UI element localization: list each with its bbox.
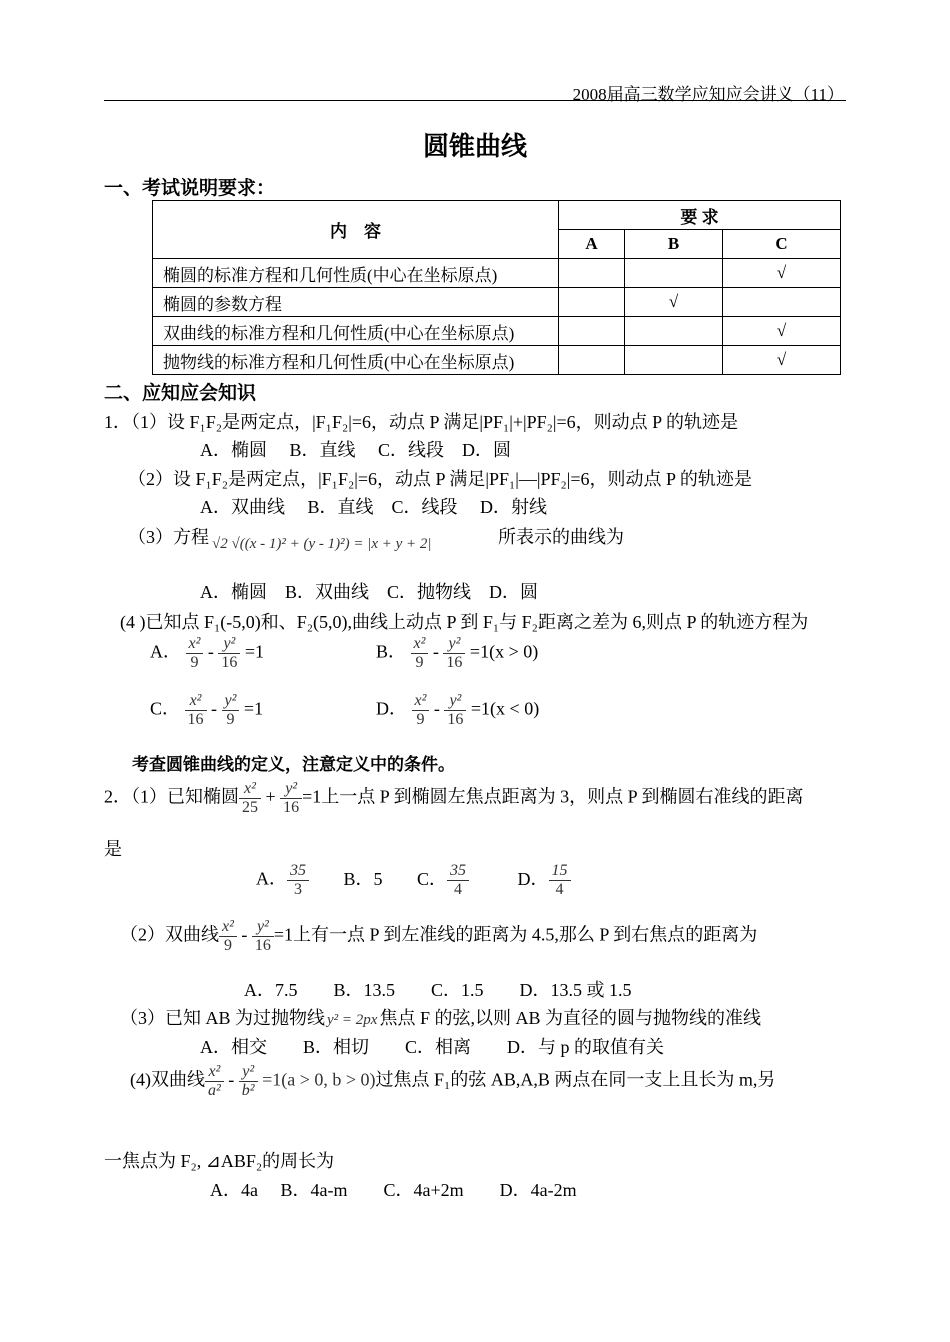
col-content-header: 内 容 bbox=[153, 201, 559, 259]
page-title: 圆锥曲线 bbox=[422, 132, 527, 162]
col-req-header: 要 求 bbox=[559, 201, 841, 230]
q2-3-stem: （3）已知 AB 为过抛物线 y² = 2px 焦点 F 的弦,以则 AB 为直径的圆与抛物线的准线 bbox=[120, 1008, 761, 1028]
option-label: D． bbox=[376, 698, 407, 719]
fraction: $\frac{\text{y²}}{16}$ bbox=[252, 918, 274, 955]
requirements-table bbox=[152, 200, 841, 375]
q2-1-cont: 是 bbox=[104, 839, 122, 859]
option-label: A． bbox=[150, 641, 181, 662]
cell-b bbox=[625, 346, 723, 375]
q1-4-option-d: D． $\frac{\text{x²}}{9}$ - $\frac{\text{y²}}{16}$ =1(x < 0) bbox=[376, 692, 540, 728]
equation-tail: =1(x < 0) bbox=[470, 698, 540, 719]
cell-a bbox=[559, 346, 625, 375]
fraction: $\frac{\text{x²}}{\text{a²}}$ bbox=[205, 1063, 224, 1100]
page-header: 2008届高三数学应知应会讲义（11） bbox=[572, 85, 844, 104]
q2-1-options: A． $\frac{35}{3}$ B．5 C． $\frac{35}{4}$ D． $\frac{15}{4}$ bbox=[256, 862, 571, 899]
table-row bbox=[153, 288, 841, 317]
q2-4-cont: 一焦点为 F₂, ⊿ABF₂的周长为 bbox=[104, 1151, 335, 1171]
q2-4-options: A．4a B．4a-m C．4a+2m D．4a-2m bbox=[210, 1180, 577, 1200]
q2-2-stem: （2）双曲线 $\frac{\text{x²}}{9}$ - $\frac{\text{y²}}{16}$ =1上有一点 P 到左准线的距离为 4.5,那么 P 到右焦点的距离为 bbox=[120, 918, 758, 954]
fraction: $\frac{35}{3}$ bbox=[287, 862, 309, 899]
cell-a bbox=[559, 288, 625, 317]
q1-3-suffix: 所表示的曲线为 bbox=[498, 527, 624, 547]
q2-1-prefix: 2．（1）已知椭圆 bbox=[104, 786, 239, 807]
q2-1-suffix: =1上一点 P 到椭圆左焦点距离为 3，则点 P 到椭圆右准线的距离 bbox=[302, 786, 804, 807]
fraction: $\frac{35}{4}$ bbox=[447, 862, 469, 899]
cell-c bbox=[723, 288, 841, 317]
equation-tail: =1(x > 0) bbox=[469, 641, 539, 662]
q1-note: 考查圆锥曲线的定义，注意定义中的条件。 bbox=[132, 755, 455, 775]
fraction: $\frac{\text{y²}}{16}$ bbox=[444, 692, 466, 729]
q2-3-formula: y² = 2px bbox=[327, 1012, 378, 1028]
level-a-header: A bbox=[559, 230, 625, 259]
q2-4-stem: (4)双曲线 $\frac{\text{x²}}{\text{a²}}$ - $\frac{\text{y²}}{\text{b²}}$ =1(a > 0, b > 0)过焦点 F₁的弦 AB,A,B 两点在同一支上且长为 m,另 bbox=[130, 1063, 776, 1099]
fraction: $\frac{\text{y²}}{9}$ bbox=[222, 692, 240, 729]
equation-tail: =1 bbox=[244, 641, 265, 662]
cell-a bbox=[559, 259, 625, 288]
cell-b bbox=[625, 259, 723, 288]
q1-4-option-b: B． $\frac{\text{x²}}{9}$ - $\frac{\text{y²}}{16}$ =1(x > 0) bbox=[376, 635, 539, 671]
q1-1-options: A．椭圆 B．直线 C．线段 D．圆 bbox=[200, 440, 512, 460]
header-rule bbox=[104, 100, 846, 101]
q1-2-stem: （2）设 F₁F₂是两定点，|F₁F₂|=6，动点 P 满足|PF₁|—|PF₂|=6，则动点 P 的轨迹是 bbox=[128, 469, 752, 489]
row-label: 抛物线的标准方程和几何性质(中心在坐标原点) bbox=[153, 346, 559, 375]
level-c-header: C bbox=[723, 230, 841, 259]
cell-b bbox=[625, 317, 723, 346]
cell-a bbox=[559, 317, 625, 346]
check-mark: √ bbox=[723, 317, 841, 346]
check-mark: √ bbox=[625, 288, 723, 317]
fraction: $\frac{\text{y²}}{16}$ bbox=[280, 780, 302, 817]
check-mark: √ bbox=[723, 346, 841, 375]
fraction: $\frac{\text{y²}}{16}$ bbox=[443, 635, 465, 672]
q1-3-prefix: （3）方程 bbox=[128, 527, 209, 547]
fraction: $\frac{\text{x²}}{16}$ bbox=[185, 692, 207, 729]
q1-3-formula: √2 √((x - 1)² + (y - 1)²) = |x + y + 2| bbox=[212, 536, 432, 552]
level-b-header: B bbox=[625, 230, 723, 259]
row-label: 椭圆的参数方程 bbox=[153, 288, 559, 317]
section-1-heading: 一、考试说明要求： bbox=[104, 177, 276, 199]
section-2-heading: 二、应知应会知识 bbox=[104, 382, 257, 404]
option-label: B． bbox=[376, 641, 407, 662]
fraction: $\frac{\text{x²}}{9}$ bbox=[411, 635, 429, 672]
table-row bbox=[153, 317, 841, 346]
q1-4-stem: (4 )已知点 F₁(-5,0)和、F₂(5,0),曲线上动点 P 到 F₁与 F₂距离之差为 6,则点 P 的轨迹方程为 bbox=[120, 612, 809, 632]
table-row bbox=[153, 259, 841, 288]
fraction: $\frac{\text{x²}}{9}$ bbox=[219, 918, 237, 955]
fraction: $\frac{\text{x²}}{25}$ bbox=[239, 780, 261, 817]
option-label: C． bbox=[150, 698, 181, 719]
q1-3-options: A．椭圆 B．双曲线 C．抛物线 D．圆 bbox=[200, 582, 539, 602]
equation-tail: =1 bbox=[243, 698, 264, 719]
fraction: $\frac{\text{y²}}{16}$ bbox=[218, 635, 240, 672]
check-mark: √ bbox=[723, 259, 841, 288]
fraction: $\frac{\text{x²}}{9}$ bbox=[186, 635, 204, 672]
q2-2-options: A．7.5 B．13.5 C．1.5 D．13.5 或 1.5 bbox=[244, 980, 632, 1000]
row-label: 双曲线的标准方程和几何性质(中心在坐标原点) bbox=[153, 317, 559, 346]
q1-1-stem: 1．（1）设 F₁F₂是两定点，|F₁F₂|=6，动点 P 满足|PF₁|+|PF₂|=6，则动点 P 的轨迹是 bbox=[104, 412, 738, 432]
fraction: $\frac{15}{4}$ bbox=[549, 862, 571, 899]
fraction: $\frac{\text{y²}}{\text{b²}}$ bbox=[239, 1063, 258, 1100]
q1-2-options: A．双曲线 B．直线 C．线段 D．射线 bbox=[200, 497, 548, 517]
q1-4-option-a: A． $\frac{\text{x²}}{9}$ - $\frac{\text{y²}}{16}$ =1 bbox=[150, 635, 265, 671]
q2-1-stem: 2．（1）已知椭圆 $\frac{\text{x²}}{25}$ + $\frac{\text{y²}}{16}$ =1上一点 P 到椭圆左焦点距离为 3，则点 P 到椭圆右准线的距离 bbox=[104, 780, 804, 816]
table-row bbox=[153, 346, 841, 375]
row-label: 椭圆的标准方程和几何性质(中心在坐标原点) bbox=[153, 259, 559, 288]
q1-4-option-c: C． $\frac{\text{x²}}{16}$ - $\frac{\text{y²}}{9}$ =1 bbox=[150, 692, 264, 728]
fraction: $\frac{\text{x²}}{9}$ bbox=[412, 692, 430, 729]
q2-3-options: A．相交 B．相切 C．相离 D．与 p 的取值有关 bbox=[200, 1037, 665, 1057]
